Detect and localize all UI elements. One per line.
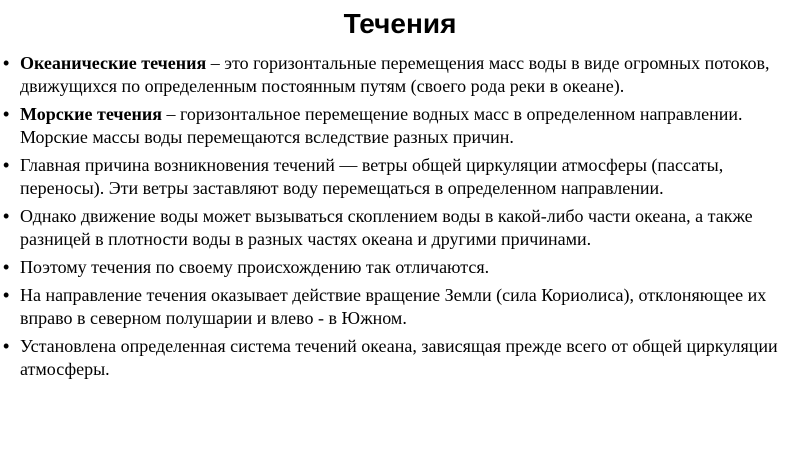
bullet-item xyxy=(0,154,800,200)
bullet-marker: • xyxy=(3,285,10,305)
bullet-text: На направление течения оказывает действие вращение Земли (сила Кориолиса), отклоняющее их вправо в северном полушарии и влево - в Южном. xyxy=(20,285,767,328)
bullet-text: Поэтому течения по своему происхождению так отличаются. xyxy=(20,257,490,277)
bullet-text: Главная причина возникновения течений — ветры общей циркуляции атмосферы (пассаты, переносы). Эти ветры заставляют воду перемещаться в определенном направлении. xyxy=(20,155,724,198)
bullet-item xyxy=(0,103,800,149)
bullet-marker: • xyxy=(3,53,10,73)
bullet-marker: • xyxy=(3,104,10,124)
bullet-term: Океанические течения xyxy=(20,53,207,73)
bullet-text: – горизонтальное перемещение водных масс в определенном направлении. Морские массы воды перемещаются вследствие разных причин. xyxy=(20,104,743,147)
bullet-item xyxy=(0,256,800,279)
slide-title: Течения xyxy=(343,8,457,39)
bullet-text: – это горизонтальные перемещения масс воды в виде огромных потоков, движущихся по определенным постоянным путям (своего рода реки в океане). xyxy=(20,53,770,96)
bullet-text: Установлена определенная система течений океана, зависящая прежде всего от общей циркуляции атмосферы. xyxy=(20,336,778,379)
bullet-item xyxy=(0,205,800,251)
bullet-marker: • xyxy=(3,206,10,226)
bullet-item xyxy=(0,335,800,381)
bullet-marker: • xyxy=(3,257,10,277)
bullet-marker: • xyxy=(3,336,10,356)
bullet-item xyxy=(0,52,800,98)
bullet-term: Морские течения xyxy=(20,104,162,124)
bullet-text: Однако движение воды может вызываться скоплением воды в какой-либо части океана, а также разницей в плотности воды в разных частях океана и другими причинами. xyxy=(20,206,753,249)
bullet-item xyxy=(0,284,800,330)
bullet-marker: • xyxy=(3,155,10,175)
bullet-list xyxy=(0,52,800,386)
